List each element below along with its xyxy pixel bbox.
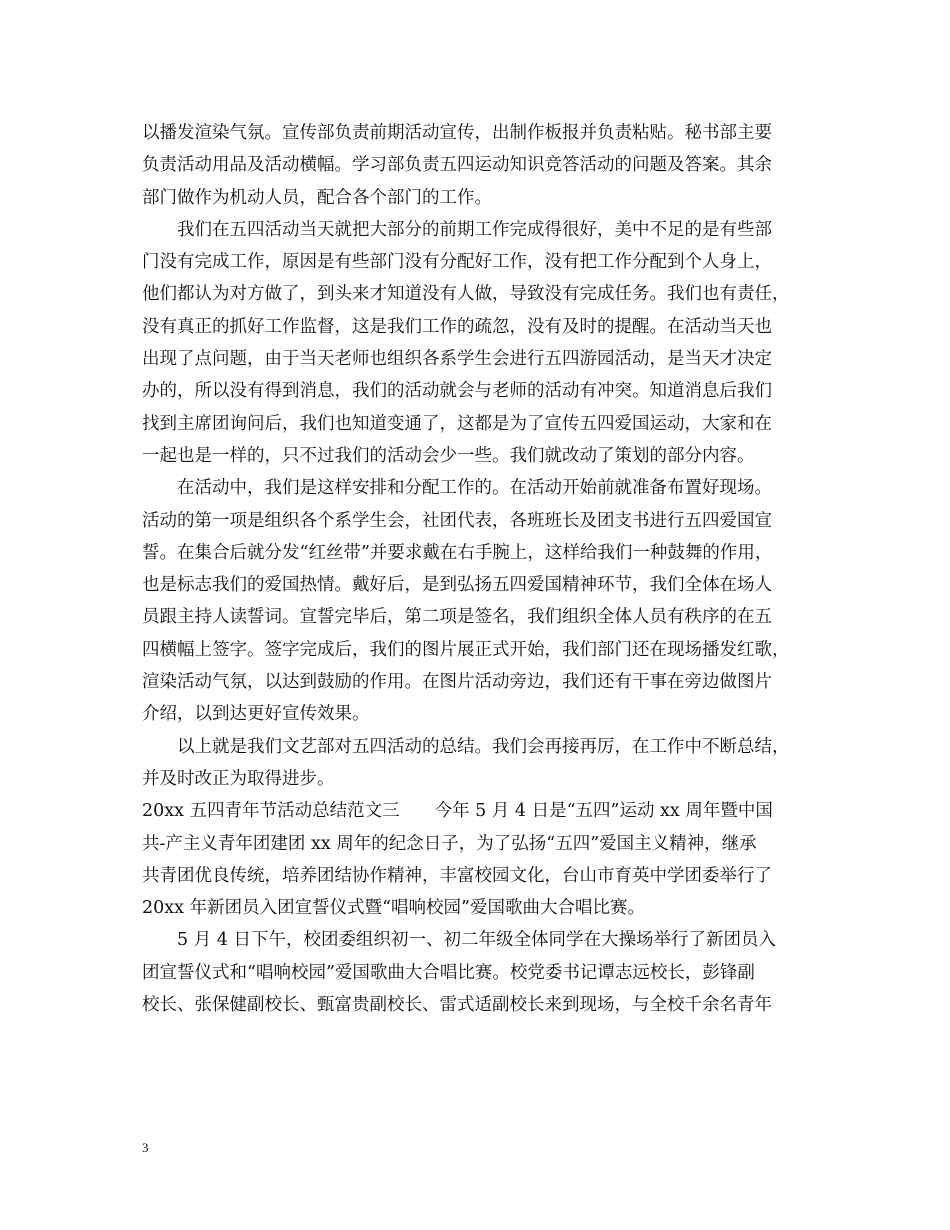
paragraph-start-line: 5 月 4 日下午，校团委组织初一、初二年级全体同学在大操场举行了新团员入 [177,930,776,951]
text-line: 校长、张保健副校长、甄富贵副校长、雷式适副校长来到现场，与全校千余名青年 [142,995,772,1016]
text-line: 渲染活动气氛，以达到鼓励的作用。在图片活动旁边，我们还有干事在旁边做图片 [142,672,772,693]
text-line: 誓。在集合后就分发“红丝带”并要求戴在右手腕上，这样给我们一种鼓舞的作用， [142,542,773,563]
text-line: 门没有完成工作，原因是有些部门没有分配好工作，没有把工作分配到个人身上， [142,252,772,273]
text-line: 也是标志我们的爱国热情。戴好后，是到弘扬五四爱国精神环节，我们全体在场人 [142,575,772,596]
page-number: 3 [142,1140,149,1155]
text-line: 团宣誓仪式和“唱响校园”爱国歌曲大合唱比赛。校党委书记谭志远校长，彭锋副 [142,962,755,983]
text-line: 员跟主持人读誓词。宣誓完毕后，第二项是签名，我们组织全体人员有秩序的在五 [142,607,772,628]
paragraph-start-line: 我们在五四活动当天就把大部分的前期工作完成得很好，美中不足的是有些部 [177,219,772,240]
document-body [142,117,822,1021]
section-heading-line: 20xx 五四青年节活动总结范文三 今年 5 月 4 日是“五四”运动 xx 周年暨中国 [142,801,773,822]
text-line: 没有真正的抓好工作监督，这是我们工作的疏忽，没有及时的提醒。在活动当天也 [142,316,772,337]
text-line: 办的，所以没有得到消息，我们的活动就会与老师的活动有冲突。知道消息后我们 [142,381,772,402]
text-line: 出现了点问题，由于当天老师也组织各系学生会进行五四游园活动，是当天才决定 [142,349,772,370]
text-line: 共青团优良传统，培养团结协作精神，丰富校园文化，台山市育英中学团委举行了 [142,865,772,886]
text-line: 以播发渲染气氛。宣传部负责前期活动宣传，出制作板报并负责粘贴。秘书部主要 [142,123,772,143]
text-line: 并及时改正为取得进步。 [142,768,335,789]
text-line: 介绍，以到达更好宣传效果。 [142,704,370,725]
text-line: 找到主席团询问后，我们也知道变通了，这都是为了宣传五四爱国运动，大家和在 [142,413,772,434]
text-line: 共-产主义青年团建团 xx 周年的纪念日子，为了弘扬“五四”爱国主义精神，继承 [142,833,757,854]
paragraph-start-line: 以上就是我们文艺部对五四活动的总结。我们会再接再厉，在工作中不断总结， [177,736,790,757]
text-line: 四横幅上签字。签字完成后，我们的图片展正式开始，我们部门还在现场播发红歌， [142,639,790,660]
text-line: 部门做作为机动人员，配合各个部门的工作。 [142,187,492,208]
text-line: 他们都认为对方做了，到头来才知道没有人做，导致没有完成任务。我们也有责任， [142,284,790,305]
text-line: 20xx 年新团员入团宣誓仪式暨“唱响校园”爱国歌曲大合唱比赛。 [142,898,645,919]
text-line: 负责活动用品及活动横幅。学习部负责五四运动知识竞答活动的问题及答案。其余 [142,155,772,176]
text-line: 活动的第一项是组织各个系学生会，社团代表，各班班长及团支书进行五四爱国宣 [142,510,772,531]
paragraph-start-line: 在活动中，我们是这样安排和分配工作的。在活动开始前就准备布置好现场。 [177,478,772,499]
text-line: 一起也是一样的，只不过我们的活动会少一些。我们就改动了策划的部分内容。 [142,445,755,466]
